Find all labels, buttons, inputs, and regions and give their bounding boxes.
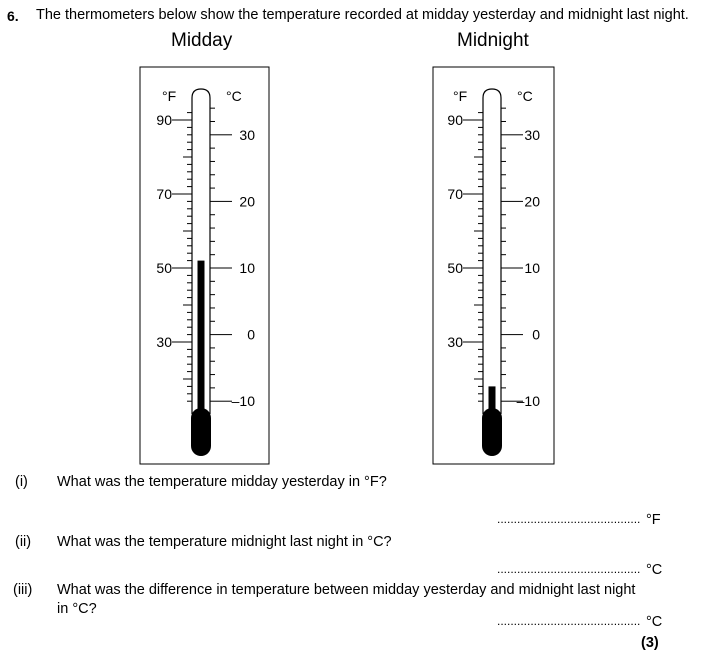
part-i-label: (i) [15,474,28,490]
celsius-label: 0 [247,326,255,343]
heading-midday: Midday [171,30,233,51]
fahrenheit-label: 30 [447,334,463,350]
fahrenheit-label: 90 [156,112,172,128]
part-iii-unit: °C [646,614,663,630]
celsius-label: 10 [524,260,540,276]
celsius-label: 20 [524,193,540,210]
mercury-column [198,261,205,432]
fahrenheit-label: 70 [156,186,172,202]
part-iii-label: (iii) [13,582,33,598]
mercury-bulb [191,408,211,456]
part-i-text: What was the temperature midday yesterday in °F? [57,474,387,490]
part-iii-text: What was the difference in temperature between midday yesterday and midnight last night [57,582,636,598]
fahrenheit-unit: °F [162,88,177,104]
part-iii-answer-line[interactable]: ........................................... [497,614,641,628]
fahrenheit-label: 70 [447,186,463,202]
part-ii-answer-line[interactable]: ........................................... [497,562,641,576]
celsius-label: 30 [239,126,255,143]
part-i-unit: °F [646,512,661,528]
fahrenheit-unit: °F [453,88,468,104]
celsius-label: 10 [239,260,255,276]
question-text: The thermometers below show the temperature recorded at midday yesterday and midnight last night. [36,7,689,23]
fahrenheit-label: 30 [156,334,172,350]
mercury-bulb [482,408,502,456]
celsius-unit: °C [226,88,242,104]
part-iii-text-cont: in °C? [57,601,97,617]
fahrenheit-label: 50 [156,260,172,276]
celsius-label: 20 [239,193,255,210]
fahrenheit-label: 90 [447,112,463,128]
celsius-label: 30 [524,126,540,143]
thermometer-midnight [433,67,554,464]
question-number: 6. [7,8,19,24]
celsius-unit: °C [517,88,533,104]
part-ii-label: (ii) [15,534,32,550]
celsius-label: 0 [532,326,540,343]
heading-midnight: Midnight [457,30,529,51]
part-ii-unit: °C [646,562,663,578]
celsius-label: –10 [231,393,255,410]
marks: (3) [641,635,659,651]
thermometer-midday [140,67,269,464]
part-ii-text: What was the temperature midnight last night in °C? [57,534,392,550]
fahrenheit-label: 50 [447,260,463,276]
part-i-answer-line[interactable]: ........................................... [497,512,641,526]
celsius-label: –10 [516,393,540,410]
